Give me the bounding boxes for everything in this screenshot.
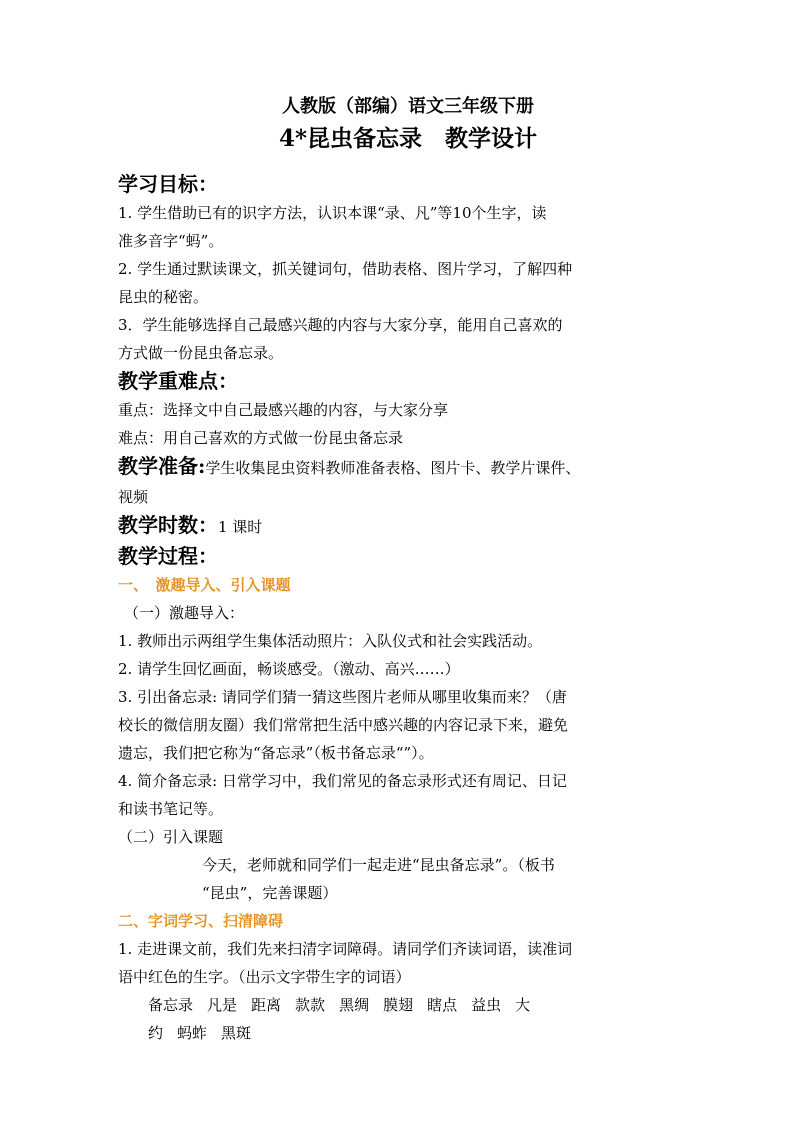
word: 膜翅	[383, 996, 414, 1014]
process-line: 校长的微信朋友圈）我们常常把生活中感兴趣的内容记录下来，避免	[118, 716, 569, 734]
section2-title: 二、字词学习、扫清障碍	[118, 912, 284, 930]
doc-title: 4*昆虫备忘录 教学设计	[278, 125, 538, 152]
section1-title: 一、 激趣导入、引入课题	[118, 576, 291, 594]
word: 约	[148, 1024, 164, 1042]
prep-text-cont: 视频	[118, 488, 149, 506]
word: 距离	[251, 996, 282, 1014]
word: 款款	[295, 996, 326, 1014]
subsection2-text: 今天，老师就和同学们一起走进“昆虫备忘录”。（板书	[202, 856, 555, 874]
lesson-plan	[118, 94, 678, 1047]
goals-heading: 学习目标：	[118, 172, 218, 196]
process-line: 3. 引出备忘录: 请同学们猜一猜这些图片老师从哪里收集而来？（唐	[118, 688, 567, 706]
goal-line: 方式做一份昆虫备忘录。	[118, 344, 284, 362]
hours-text: 1 课时	[218, 518, 263, 536]
goal-line: 昆虫的秘密。	[118, 288, 209, 306]
keypoints-heading: 教学重难点：	[118, 369, 238, 393]
goal-line: 准多音字“蚂”。	[118, 232, 224, 250]
section2-text: 1. 走进课文前，我们先来扫清字词障碍。请同学们齐读词语，读准词	[118, 940, 573, 958]
keypoint-line: 重点：选择文中自己最感兴趣的内容，与大家分享	[118, 401, 449, 419]
prep-text: 学生收集昆虫资料教师准备表格、图片卡、教学片课件、	[205, 459, 581, 477]
word-list-line	[118, 1019, 678, 1047]
prep-heading: 教学准备:	[118, 454, 206, 478]
prep-line	[118, 452, 678, 483]
word: 瞎点	[427, 996, 458, 1014]
subsection2-title: （二）引入课题	[118, 828, 224, 846]
word: 黑斑	[221, 1024, 252, 1042]
word-list-line	[118, 991, 678, 1019]
word: 蚂蚱	[177, 1024, 208, 1042]
process-line: 1. 教师出示两组学生集体活动照片：入队仪式和社会实践活动。	[118, 632, 543, 650]
word: 益虫	[471, 996, 502, 1014]
hours-heading: 教学时数：	[118, 513, 218, 537]
goal-line: 1. 学生借助已有的识字方法，认识本课“录、凡”等10个生字，读	[118, 204, 547, 222]
process-line: 遗忘，我们把它称为“备忘录”（板书备忘录“”）。	[118, 744, 434, 762]
process-line: 和读书笔记等。	[118, 800, 224, 818]
process-line: 4. 简介备忘录: 日常学习中，我们常见的备忘录形式还有周记、日记	[118, 772, 567, 790]
word: 黑绸	[339, 996, 370, 1014]
hours-line	[118, 511, 678, 542]
doc-subtitle: 人教版（部编）语文三年级下册	[282, 96, 534, 117]
word: 凡是	[207, 996, 238, 1014]
subsection2-text: “昆虫”，完善课题）	[202, 884, 338, 902]
goal-line: 3．学生能够选择自己最感兴趣的内容与大家分享，能用自己喜欢的	[118, 316, 563, 334]
process-heading: 教学过程：	[118, 544, 218, 568]
subsection1-title: （一）激趣导入：	[124, 604, 245, 622]
word: 备忘录	[148, 996, 194, 1014]
keypoint-line: 难点：用自己喜欢的方式做一份昆虫备忘录	[118, 429, 404, 447]
process-line: 2. 请学生回忆画面，畅谈感受。（激动、高兴……）	[118, 660, 460, 678]
word: 大	[515, 996, 531, 1014]
section2-text: 语中红色的生字。（出示文字带生字的词语）	[118, 968, 411, 986]
goal-line: 2. 学生通过默读课文，抓关键词句，借助表格、图片学习，了解四种	[118, 260, 573, 278]
